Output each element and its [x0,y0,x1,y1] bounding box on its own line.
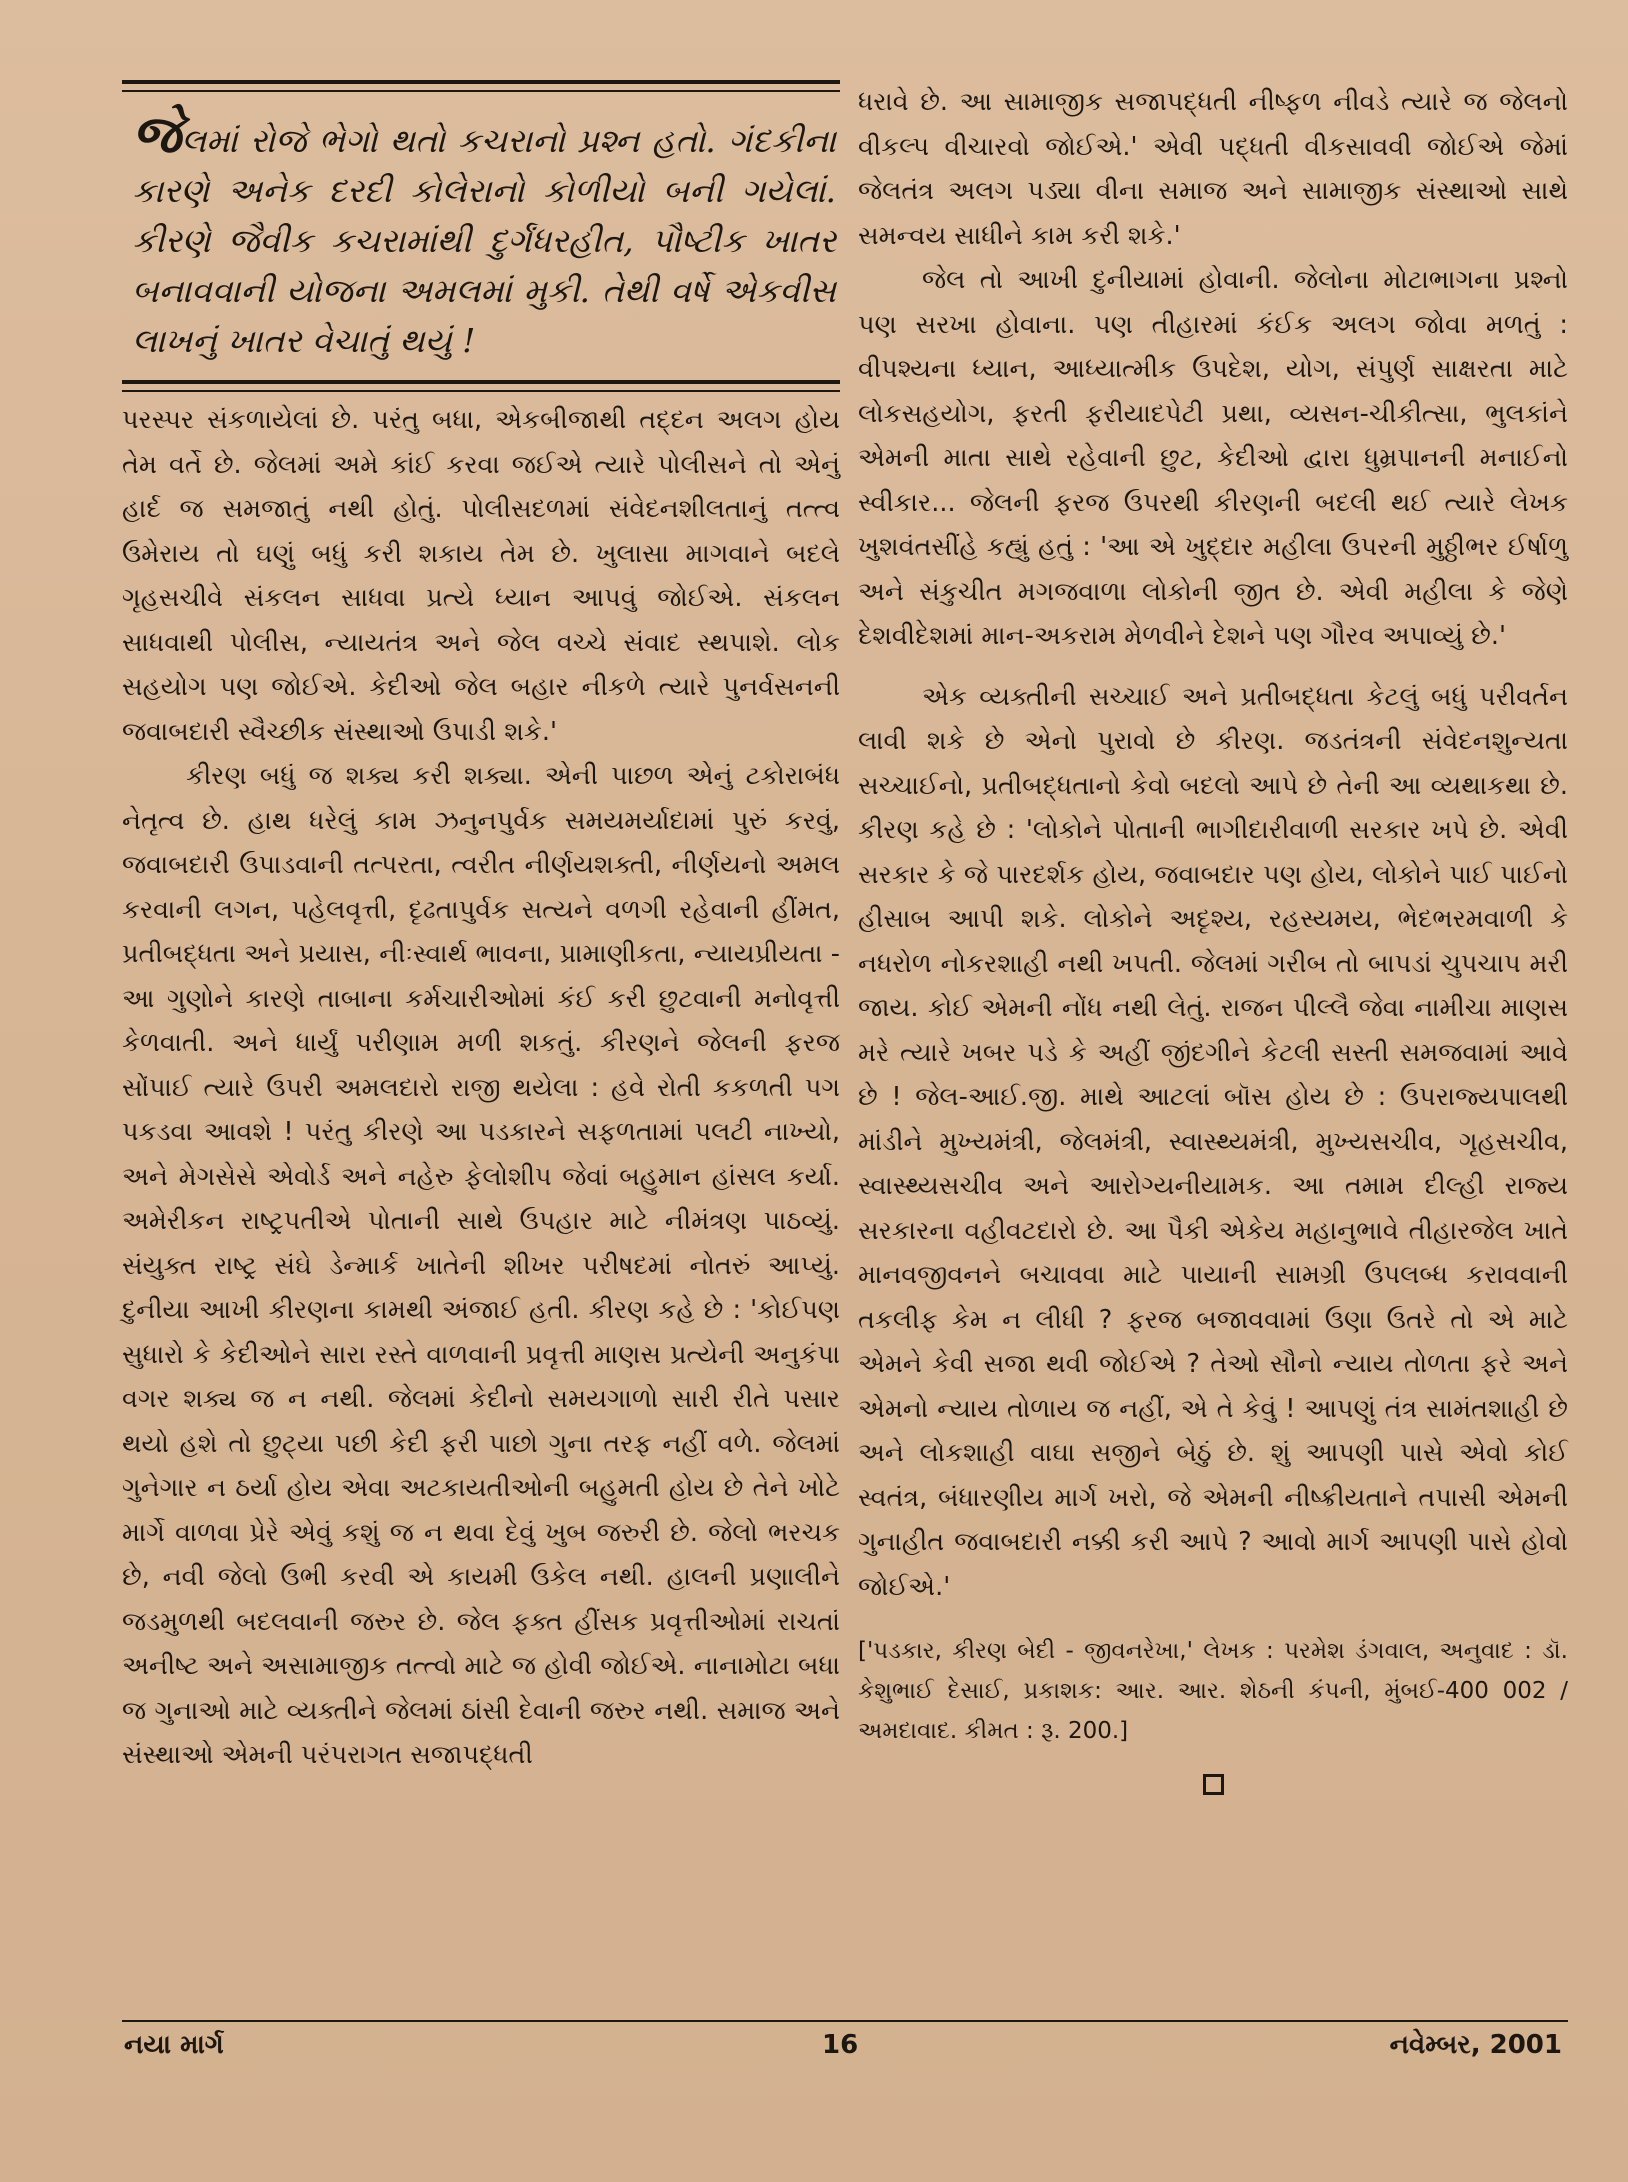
book-credit: ['પડકાર, કીરણ બેદી - જીવનરેખા,' લેખક : પરમેશ ડંગવાલ, અનુવાદ : ડૉ. કેશુભાઈ દેસાઈ, પ્રકાશક: આર. આર. શેઠની કંપની, મુંબઈ-400 002 / અમદાવાદ. કીમત : રૂ. 200.] [858,1638,1568,1744]
left-paragraph-1: પરસ્પર સંકળાયેલાં છે. પરંતુ બધા, એકબીજાથી તદ્દન અલગ હોય તેમ વર્તે છે. જેલમાં અમે કાંઈ કરવા જઈએ ત્યારે પોલીસને તો એનું હાર્દ જ સમજાતું નથી હોતું. પોલીસદળમાં સંવેદનશીલતાનું તત્ત્વ ઉમેરાય તો ઘણું બધું કરી શકાય તેમ છે. ખુલાસા માગવાને બદલે ગૃહસચીવે સંકલન સાધવા પ્રત્યે ધ્યાન આપવું જોઈએ. સંકલન સાધવાથી પોલીસ, ન્યાયતંત્ર અને જેલ વચ્ચે સંવાદ સ્થપાશે. લોક સહયોગ પણ જોઈએ. કેદીઓ જેલ બહાર નીકળે ત્યારે પુનર્વસનની જવાબદારી સ્વૈચ્છીક સંસ્થાઓ ઉપાડી શકે.' [122,405,840,747]
pull-quote-top-rule [122,80,840,84]
footer-page-number: 16 [822,2030,859,2060]
right-paragraph-2: જેલ તો આખી દુનીયામાં હોવાની. જેલોના મોટાભાગના પ્રશ્નો પણ સરખા હોવાના. પણ તીહારમાં કંઈક અલગ જોવા મળતું : વીપશ્યના ધ્યાન, આધ્યાત્મીક ઉપદેશ, યોગ, સંપુર્ણ સાક્ષરતા માટે લોકસહયોગ, ફરતી ફરીયાદપેટી પ્રથા, વ્યસન-ચીકીત્સા, ભુલકાંને એમની માતા સાથે રહેવાની છુટ, કેદીઓ દ્વારા ધુમ્રપાનની મનાઈનો સ્વીકાર... જેલની ફરજ ઉપરથી કીરણની બદલી થઈ ત્યારે લેખક ખુશવંતસીંહે કહ્યું હતું : 'આ એ ખુદ્દાર મહીલા ઉપરની મુઠ્ઠીભર ઈર્ષાળુ અને સંકુચીત મગજવાળા લોકોની જીત છે. એવી મહીલા કે જેણે દેશવીદેશમાં માન-અકરામ મેળવીને દેશને પણ ગૌરવ અપાવ્યું છે.' [858,265,1568,651]
right-paragraph-3: એક વ્યક્તીની સચ્ચાઈ અને પ્રતીબદ્ધતા કેટલું બધું પરીવર્તન લાવી શકે છે એનો પુરાવો છે કીરણ. જડતંત્રની સંવેદનશુન્યતા સચ્ચાઈનો, પ્રતીબદ્ધતાનો કેવો બદલો આપે છે તેની આ વ્યથાકથા છે. કીરણ કહે છે : 'લોકોને પોતાની ભાગીદારીવાળી સરકાર ખપે છે. એવી સરકાર કે જે પારદર્શક હોય, જવાબદાર પણ હોય, લોકોને પાઈ પાઈનો હીસાબ આપી શકે. લોકોને અદૃશ્ય, રહસ્યમય, ભેદભરમવાળી કે નધરોળ નોકરશાહી નથી ખપતી. જેલમાં ગરીબ તો બાપડાં ચુપચાપ મરી જાય. કોઈ એમની નોંધ નથી લેતું. રાજન પીલ્લૈ જેવા નામીચા માણસ મરે ત્યારે ખબર પડે કે અહીં જીંદગીને કેટલી સસ્તી સમજવામાં આવે છે ! જેલ-આઈ.જી. માથે આટલાં બૉસ હોય છે : ઉપરાજ્યપાલથી માંડીને મુખ્યમંત્રી, જેલમંત્રી, સ્વાસ્થ્યમંત્રી, મુખ્યસચીવ, ગૃહસચીવ, સ્વાસ્થ્યસચીવ અને આરોગ્યનીયામક. આ તમામ દીલ્હી રાજ્ય સરકારના વહીવટદારો છે. આ પૈકી એકેય મહાનુભાવે તીહારજેલ ખાતે માનવજીવનને બચાવવા માટે પાયાની સામગ્રી ઉપલબ્ધ કરાવવાની તકલીફ કેમ ન લીધી ? ફરજ બજાવવામાં ઉણા ઉતરે તો એ માટે એમને કેવી સજા થવી જોઈએ ? તેઓ સૌનો ન્યાય તોળતા ફરે અને એમનો ન્યાય તોળાય જ નહીં, એ તે કેવું ! આપણું તંત્ર સામંતશાહી છે અને લોકશાહી વાઘા સજીને બેઠું છે. શું આપણી પાસે એવો કોઈ સ્વતંત્ર, બંધારણીય માર્ગ ખરો, જે એમની નીષ્ક્રીયતાને તપાસી એમની ગુનાહીત જવાબદારી નક્કી કરી આપે ? આવો માર્ગ આપણી પાસે હોવો જોઈએ.' [858,681,1568,1602]
pull-quote-bottom-rule [122,380,840,384]
right-paragraph-1: ધરાવે છે. આ સામાજીક સજાપદ્ધતી નીષ્ફળ નીવડે ત્યારે જ જેલનો વીકલ્પ વીચારવો જોઈએ.' એવી પદ્ધતી વીકસાવવી જોઈએ જેમાં જેલતંત્ર અલગ પડ્યા વીના સમાજ અને સામાજીક સંસ્થાઓ સાથે સમન્વય સાધીને કામ કરી શકે.' [858,87,1568,251]
footer-magazine-name: નયા માર્ગ [124,2030,224,2060]
page-footer [122,2020,1568,2060]
right-column [858,80,1568,1795]
left-column [122,80,840,1778]
pull-quote [122,92,840,380]
pull-quote-bottom-rule-thin [122,390,840,392]
left-paragraph-2: કીરણ બધું જ શક્ય કરી શક્યા. એની પાછળ એનું ટકોરાબંધ નેતૃત્વ છે. હાથ ધરેલું કામ ઝનુનપુર્વક સમયમર્યાદામાં પુરું કરવું, જવાબદારી ઉપાડવાની તત્પરતા, ત્વરીત નીર્ણયશક્તી, નીર્ણયનો અમલ કરવાની લગન, પહેલવૃત્તી, દૃઢતાપુર્વક સત્યને વળગી રહેવાની હીંમત, પ્રતીબદ્ધતા અને પ્રયાસ, નીઃસ્વાર્થ ભાવના, પ્રામાણીકતા, ન્યાયપ્રીયતા - આ ગુણોને કારણે તાબાના કર્મચારીઓમાં કંઈ કરી છુટવાની મનોવૃત્તી કેળવાતી. અને ધાર્યું પરીણામ મળી શકતું. કીરણને જેલની ફરજ સોંપાઈ ત્યારે ઉપરી અમલદારો રાજી થયેલા : હવે રોતી કકળતી પગ પકડવા આવશે ! પરંતુ કીરણે આ પડકારને સફળતામાં પલટી નાખ્યો, અને મેગસેસે એવોર્ડ અને નહેરુ ફેલોશીપ જેવાં બહુમાન હાંસલ કર્યા. અમેરીકન રાષ્ટ્રપતીએ પોતાની સાથે ઉપહાર માટે નીમંત્રણ પાઠવ્યું. સંયુક્ત રાષ્ટ્ર સંઘે ડેન્માર્ક ખાતેની શીખર પરીષદમાં નોતરું આપ્યું. દુનીયા આખી કીરણના કામથી અંજાઈ હતી. કીરણ કહે છે : 'કોઈપણ સુધારો કે કેદીઓને સારા રસ્તે વાળવાની પ્રવૃત્તી માણસ પ્રત્યેની અનુકંપા વગર શક્ય જ ન નથી. જેલમાં કેદીનો સમયગાળો સારી રીતે પસાર થયો હશે તો છુટ્યા પછી કેદી ફરી પાછો ગુના તરફ નહીં વળે. જેલમાં ગુનેગાર ન ઠર્યા હોય એવા અટકાયતીઓની બહુમતી હોય છે તેને ખોટે માર્ગે વાળવા પ્રેરે એવું કશું જ ન થવા દેવું ખુબ જરુરી છે. જેલો ભરચક છે, નવી જેલો ઉભી કરવી એ કાયમી ઉકેલ નથી. હાલની પ્રણાલીને જડમુળથી બદલવાની જરુર છે. જેલ ફક્ત હીંસક પ્રવૃત્તીઓમાં રાચતાં અનીષ્ટ અને અસામાજીક તત્ત્વો માટે જ હોવી જોઈએ. નાનામોટા બધા જ ગુનાઓ માટે વ્યક્તીને જેલમાં ઠાંસી દેવાની જરુર નથી. સમાજ અને સંસ્થાઓ એમની પરંપરાગત સજાપદ્ધતી [122,761,840,1770]
footer-issue-date: નવેમ્બર, 2001 [1389,2030,1562,2060]
pull-quote-drop-cap: જે [132,104,182,165]
pull-quote-text: લમાં રોજે ભેગો થતો કચરાનો પ્રશ્ન હતો. ગંદકીના કારણે અનેક દરદી કોલેરાનો કોળીયો બની ગયેલાં. કીરણે જૈવીક કચરામાંથી દુર્ગંધરહીત, પૌષ્ટીક ખાતર બનાવવાની યોજના અમલમાં મુકી. તેથી વર્ષે એકવીસ લાખનું ખાતર વેચાતું થયું ! [132,121,836,360]
end-of-article-icon [1203,1774,1224,1795]
